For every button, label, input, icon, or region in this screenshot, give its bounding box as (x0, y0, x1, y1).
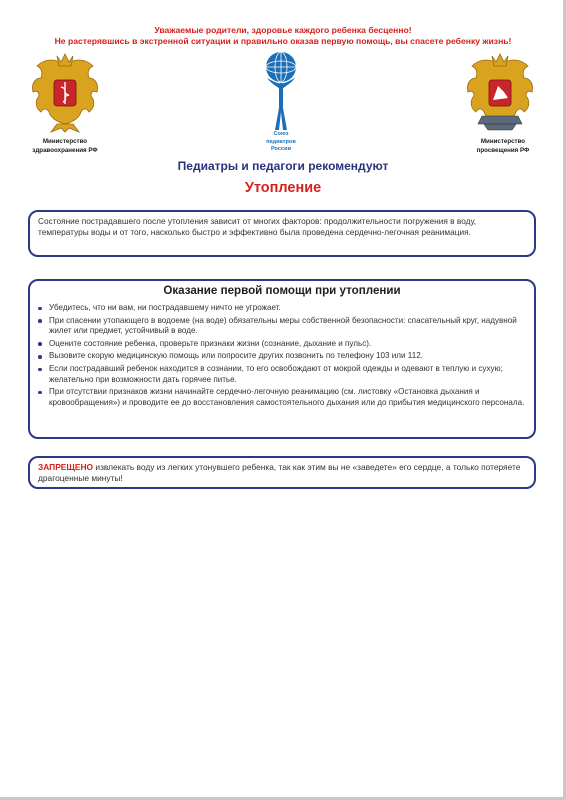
subtitle: Педиатры и педагоги рекомендуют (177, 159, 389, 173)
list-item (38, 364, 526, 385)
page-title: Утопление (244, 180, 322, 196)
list-item-text: Вызовите скорую медицинскую помощь или попросите других позвонить по телефону 103 или 112. (49, 351, 423, 361)
list-item (38, 351, 526, 362)
list-item-text: Убедитесь, что ни вам, ни пострадавшему ничто не угрожает. (49, 303, 281, 312)
warning-keyword: ЗАПРЕЩЕНО (38, 462, 94, 472)
bullet-icon (38, 391, 42, 395)
list-item (38, 303, 526, 314)
right-ministry-line1: Министерство (480, 138, 526, 145)
right-ministry-line2: просвещения РФ (476, 147, 530, 154)
alert-line-2: Не растерявшись в экстренной ситуации и правильно оказав первую помощь, вы спасете ребенку жизнь! (54, 36, 512, 46)
first-aid-heading: Оказание первой помощи при утоплении (163, 284, 401, 297)
bullet-icon (38, 342, 42, 346)
union-line2: педиатров (266, 138, 296, 145)
list-item-text: При отсутствии признаков жизни начинайте сердечно-легочную реанимацию (см. листовку «Остановка дыхания и кровообращения») и проводите ее до восстановления самостоятельного дыхания или до прибытия медицинского персонала. (49, 387, 525, 407)
alert-line-1: Уважаемые родители, здоровье каждого ребенка бесценно! (154, 25, 412, 35)
bullet-icon (38, 319, 42, 323)
bullet-icon (38, 307, 42, 311)
intro-text: Состояние пострадавшего после утопления зависит от многих факторов: продолжительности погружения в воду, температуры воды и от того, насколько быстро и эффективно была проведена сердечно-легочная реанимация. (38, 216, 477, 238)
union-caption (250, 131, 312, 154)
bullet-icon (38, 355, 42, 359)
left-ministry-caption (10, 137, 120, 155)
warning-text: извлекать воду из легких утонувшего ребенка, так как этим вы не «заведете» его сердце, а только потеряете драгоценные минуты! (38, 462, 521, 484)
bullet-icon (38, 368, 42, 372)
intro-box (28, 210, 536, 257)
list-item (38, 339, 526, 350)
list-item-text: Оцените состояние ребенка, проверьте признаки жизни (сознание, дыхание и пульс). (49, 338, 372, 348)
union-line3: России (270, 146, 292, 152)
first-aid-list (38, 303, 526, 408)
warning-box (28, 456, 536, 489)
union-line1: Союз (273, 131, 289, 137)
list-item (38, 316, 526, 337)
left-ministry-line1: Министерство (42, 138, 88, 145)
first-aid-box (28, 279, 536, 439)
education-ministry-emblem-icon (462, 52, 538, 134)
list-item-text: Если пострадавший ребенок находится в сознании, то его освобождают от мокрой одежды и одевают в теплую и сухую; желательно при возможности дать горячее питье. (49, 363, 503, 384)
left-ministry-line2: здравоохранения РФ (32, 147, 98, 154)
health-ministry-emblem-icon (27, 52, 103, 134)
list-item-text: При спасении утопающего в водоеме (на воде) обязательны меры собственной безопасности: спасательный круг, надувной жилет или предмет, устойчивый в воде. (49, 315, 517, 336)
pediatricians-union-logo-icon (258, 50, 304, 134)
list-item (38, 387, 526, 408)
right-ministry-caption (448, 137, 558, 155)
